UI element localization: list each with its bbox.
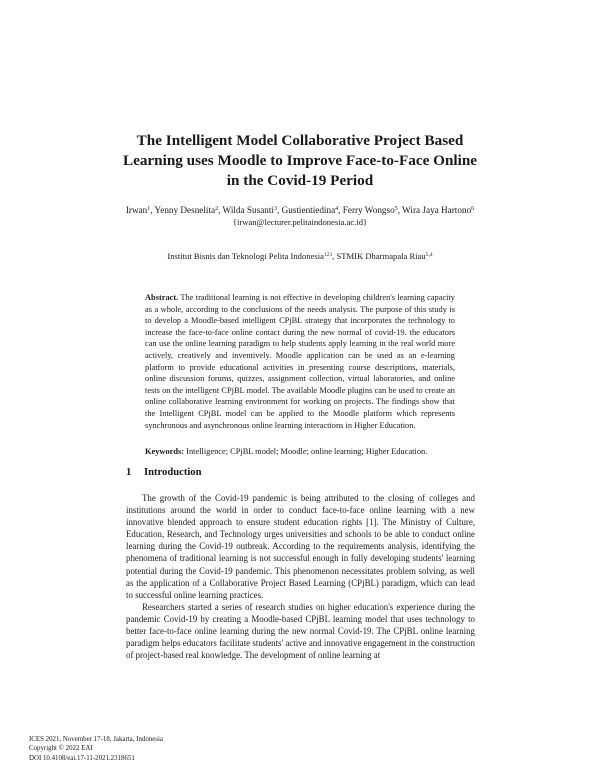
affiliation: [120, 250, 480, 262]
author-name: Gustientiedina: [281, 205, 336, 215]
author-list: Irwan$^1$, Yenny Desnelita$^2$, Wilda Susanti$^3$, Gustientiedina$^4$, Ferry Wongso$^5$, Wira Jaya Hartono$^6$ {irwan@lecturer.pelitaindonesia.ac.id}: [120, 204, 480, 228]
keywords: [145, 446, 455, 458]
abstract-text: The traditional learning is not effective in developing children's learning capacity as a whole, according to the conclusions of the needs analysis. The purpose of this study is to develop a Moodle-based intelligent CPjBL strategy that incorporates the technology to increase the face-to-face online contact during the new normal of covid-19. the educators can use the online learning paradigm to help students apply learning in the real world more actively, creatively and inventively. Moodle application can be used as an e-learning platform to provide educational activities in presenting course descriptions, materials, online discussion forums, quizzes, assignment collection, virtual laboratories, and online tests on the intelligent CPjBL model. The available Moodle plugins can be used to create an online collaborative learning environment for working on projects. The findings show that the Intelligent CPjBL model can be applied to the Moodle platform which represents synchronous and asynchronous online learning interactions in Higher Education.: [145, 293, 455, 430]
author-name: Irwan: [125, 205, 148, 215]
author-affiliation-mark: 5: [394, 206, 398, 212]
affiliation-text: , STMIK Dharmapala Riau: [332, 251, 426, 261]
abstract-label: Abstract.: [145, 293, 179, 302]
copyright: Copyright © 2022 EAI: [29, 745, 93, 753]
author-affiliation-mark: 6: [471, 206, 475, 212]
keywords-text: Intelligence; CPjBL model; Moodle; online learning; Higher Education.: [186, 447, 428, 456]
author-affiliation-mark: 3: [273, 206, 277, 212]
title-line: The Intelligent Model Collaborative Project Based: [136, 132, 464, 149]
author-affiliation-mark: 1: [147, 206, 151, 212]
author-name: Wira Jaya Hartono: [402, 205, 472, 215]
author-affiliation-mark: 4: [335, 206, 339, 212]
section-title: Introduction: [144, 467, 202, 478]
conference-info: ICES 2021, November 17-18, Jakarta, Indonesia: [29, 736, 163, 743]
affiliation-mark: 123: [323, 252, 333, 258]
section-heading: [126, 467, 202, 478]
paper-title: [100, 131, 500, 191]
paragraph: The growth of the Covid-19 pandemic is being attributed to the closing of colleges and institutions around the world in order to conduct face-to-face online learning with a new innovative blended approach to ensure student education rights [1]. The Ministry of Culture, Education, Research, and Technology urges universities and schools to be able to conduct online learning during the Covid-19 outbreak. According to the requirements analysis, identifying the phenomena of traditional learning is not successful enough in fully developing students' learning potential during the Covid-19 pandemic. This phenomenon necessitates problem solving, as well as the application of a Collaborative Project Based Learning (CPjBL) paradigm, which can lead to successful online learning practices.: [126, 493, 475, 600]
author-name: Wilda Susanti: [222, 205, 274, 215]
title-line: Learning uses Moodle to Improve Face-to-Face Online: [122, 152, 478, 169]
author-email: {irwan@lecturer.pelitaindonesia.ac.id}: [232, 217, 368, 227]
author-affiliation-mark: 2: [215, 206, 219, 212]
affiliation-text: Institut Bisnis dan Teknologi Pelita Indonesia: [167, 251, 324, 261]
affiliation-mark: 5,4: [425, 252, 433, 258]
page-footer: [29, 735, 163, 763]
doi: DOI 10.4108/eai.17-11-2021.2318651: [29, 754, 135, 762]
keywords-label: Keywords:: [145, 447, 185, 456]
section-number: 1: [126, 467, 132, 478]
body-text: [126, 492, 475, 661]
title-line: in the Covid-19 Period: [226, 172, 374, 189]
abstract: [145, 292, 455, 431]
author-name: Yenny Desnelita: [154, 205, 216, 215]
paragraph: Researchers started a series of research studies on higher education's experience during the pandemic Covid-19 by creating a Moodle-based CPjBL learning model that uses technology to better face-to-face online learning during the new normal Covid-19. The CPjBL online learning paradigm helps educators facilitate students' active and innovative engagement in the construction of project-based real knowledge. The development of online learning at: [126, 601, 475, 661]
author-name: Ferry Wongso: [342, 205, 395, 215]
